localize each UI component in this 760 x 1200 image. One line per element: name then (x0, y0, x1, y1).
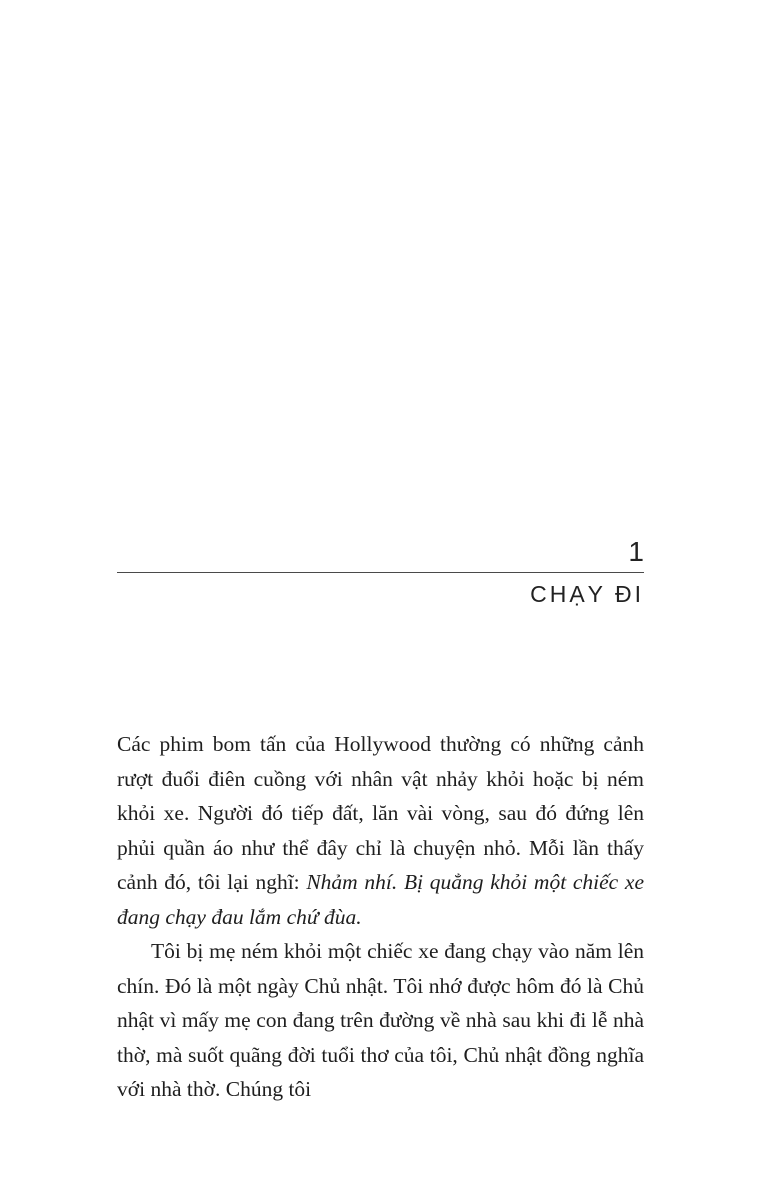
paragraph-2-text: Tôi bị mẹ ném khỏi một chiếc xe đang chạy vào năm lên chín. Đó là một ngày Chủ nhật. Tôi nhớ được hôm đó là Chủ nhật vì mấy mẹ con đang trên đường về nhà sau khi đi lễ nhà thờ, mà suốt quãng đời tuổi thơ của tôi, Chủ nhật đồng nghĩa với nhà thờ. Chúng tôi (117, 939, 644, 1101)
chapter-title: CHẠY ĐI (530, 581, 644, 607)
body-text (117, 727, 644, 1107)
paragraph-2 (117, 934, 644, 1107)
chapter-number: 1 (628, 536, 644, 567)
paragraph-1-text: Các phim bom tấn của Hollywood thường có những cảnh rượt đuổi điên cuồng với nhân vật nhảy khỏi hoặc bị ném khỏi xe. Người đó tiếp đất, lăn vài vòng, sau đó đứng lên phủi quần áo như thể đây chỉ là chuyện nhỏ. Mỗi lần thấy cảnh đó, tôi lại nghĩ: (117, 732, 644, 894)
paragraph-1-end: . (356, 904, 362, 929)
chapter-divider (117, 572, 644, 573)
paragraph-1-italic-thought: Nhảm nhí. Bị quẳng khỏi một chiếc xe đang chạy đau lắm chứ đùa (117, 870, 645, 929)
paragraph-1 (117, 727, 644, 934)
